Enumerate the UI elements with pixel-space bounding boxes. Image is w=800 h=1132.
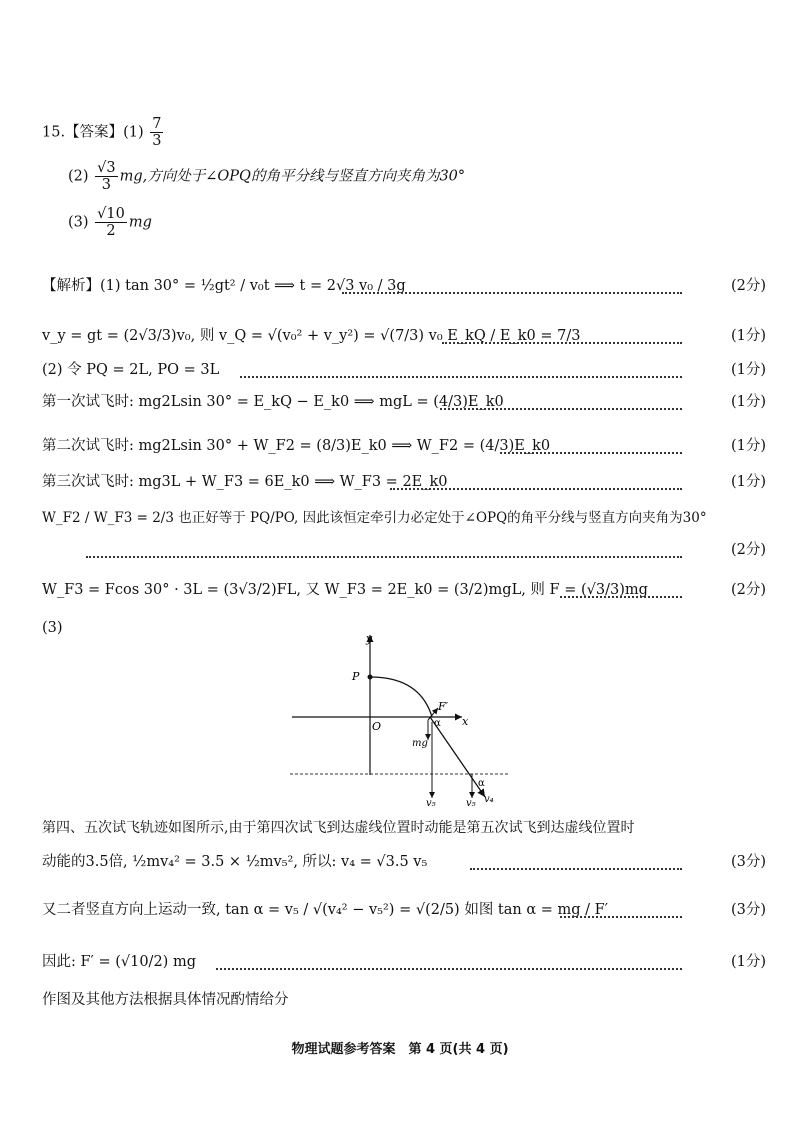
points-1: (2分) [730,278,766,294]
points-3: (1分) [730,362,766,378]
points-7: (2分) [730,542,766,558]
answer-1-fraction [150,116,163,149]
dot-leader [240,376,682,378]
dot-leader [390,488,682,490]
points-6: (1分) [730,474,766,490]
frac-den: 2 [106,223,116,239]
analysis-line-14: 作图及其他方法根据具体情况酌情给分 [42,992,289,1008]
answer-line-2 [68,160,465,193]
answer-2-text: mg,方向处于∠OPQ的角平分线与竖直方向夹角为30° [119,168,466,185]
answer-2-fraction [95,160,117,193]
dot-leader [216,968,682,970]
analysis-line-8: W_F3 = Fcos 30° · 3L = (3√3/2)FL, 又 W_F3 = 2E_k0 = (3/2)mgL, 则 F = (√3/3)mg [42,582,648,598]
analysis-line-13: 因此: F′ = (√10/2) mg [42,954,196,970]
points-2: (1分) [730,328,766,344]
label-force: F′ [438,700,449,713]
frac-den: 3 [101,177,111,193]
label-alpha-2: α [478,778,485,789]
label-x: x [462,715,469,728]
label-mg: mg [412,738,428,749]
points-11: (3分) [730,854,766,870]
points-8: (2分) [730,582,766,598]
dot-leader [440,408,682,410]
analysis-line-7: W_F2 / W_F3 = 2/3 也正好等于 PQ/PO, 因此该恒定牵引力必定处于∠OPQ的角平分线与竖直方向夹角为30° [42,510,707,526]
label-v5-left: v₅ [426,798,436,809]
frac-den: 3 [152,133,162,149]
answer-3-text: mg [128,214,152,231]
analysis-line-4: 第一次试飞时: mg2Lsin 30° = E_kQ − E_k0 ⟹ mgL = (4/3)E_k0 [42,394,504,410]
answer-line-3 [68,206,152,239]
part-3-label: (3) [68,214,89,231]
points-13: (1分) [730,954,766,970]
part-1-label: (1) [123,124,144,141]
frac-num: √3 [97,160,116,176]
frac-num: 7 [152,116,162,132]
analysis-line-12: 又二者竖直方向上运动一致, tan α = v₅ / √(v₄² − v₅²) = √(2/5) 如图 tan α = mg / F′ [42,902,609,918]
analysis-line-6: 第三次试飞时: mg3L + W_F3 = 6E_k0 ⟹ W_F3 = 2E_k0 [42,474,448,490]
straight-trajectory [430,717,485,797]
points-4: (1分) [730,394,766,410]
label-v5-right: v₅ [466,798,476,809]
trajectory-curve [370,677,432,717]
page-footer: 物理试题参考答案 第 4 页(共 4 页) [291,1042,509,1057]
trajectory-figure [280,630,520,810]
analysis-l1: (1) tan 30° = ½gt² / v₀t ⟹ t = 2√3 v₀ / 3g [100,278,406,294]
answer-line-1 [42,116,165,149]
label-y: y [366,632,373,645]
answer-3-fraction [95,206,127,239]
points-12: (3分) [730,902,766,918]
label-v4: v₄ [484,794,494,805]
frac-num: √10 [97,206,125,222]
dot-leader [560,916,682,918]
label-p: P [352,670,360,683]
analysis-line-10: 第四、五次试飞轨迹如图所示,由于第四次试飞到达虚线位置时动能是第五次试飞到达虚线位置时 [42,820,635,836]
label-o: O [372,720,382,733]
analysis-line-3: (2) 令 PQ = 2L, PO = 3L [42,362,220,378]
part-2-label: (2) [68,168,89,185]
dot-leader [442,342,682,344]
dot-leader [470,868,682,870]
points-5: (1分) [730,438,766,454]
question-label: 15.【答案】 [42,124,124,141]
dot-leader [500,452,682,454]
analysis-line-5: 第二次试飞时: mg2Lsin 30° + W_F2 = (8/3)E_k0 ⟹ W_F2 = (4/3)E_k0 [42,438,551,454]
analysis-line-9: (3) [42,620,63,636]
analysis-label: 【解析】 [42,278,100,294]
analysis-line-11: 动能的3.5倍, ½mv₄² = 3.5 × ½mv₅², 所以: v₄ = √3.5 v₅ [42,854,428,870]
dot-leader [342,292,682,294]
dot-leader [86,556,682,558]
dot-leader [560,596,682,598]
analysis-line-2: v_y = gt = (2√3/3)v₀, 则 v_Q = √(v₀² + v_y²) = √(7/3) v₀ E_kQ / E_k0 = 7/3 [42,328,581,344]
label-alpha: α [434,718,441,729]
